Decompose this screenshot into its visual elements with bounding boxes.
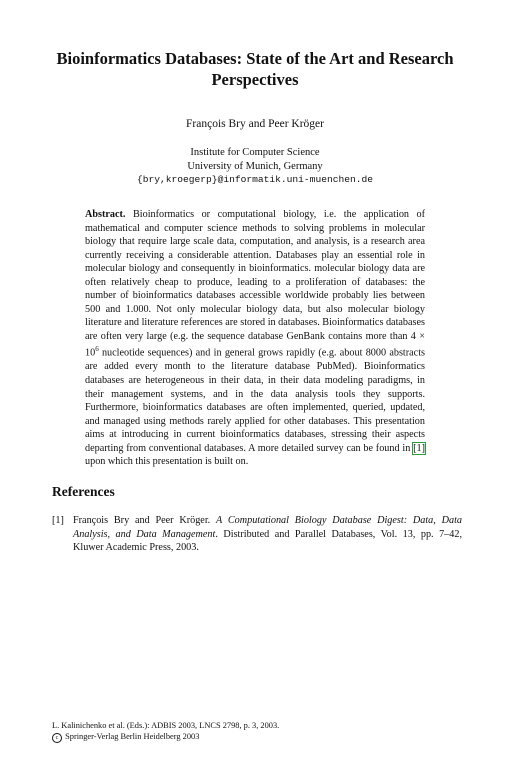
paper-title: Bioinformatics Databases: State of the Art and Research Perspectives: [56, 49, 454, 89]
reference-number: [1]: [52, 515, 64, 526]
author-email: {bry,kroegerp}@informatik.uni-muenchen.de: [136, 174, 374, 186]
reference-details: . Distributed and Parallel Databases, Vol. 13, pp. 7–42, Kluwer Academic Press, 2003.: [73, 528, 462, 554]
author-list: François Bry and Peer Kröger: [186, 118, 324, 130]
reference-list: [52, 514, 462, 555]
abstract-text-part1: Bioinformatics or computational biology, i.e. the application of mathematical and computer science methods to solving problems in molecular biology that require large scale data, computation, and analysis, is a research area currently receiving a considerable attention. Databases play an essential role in molecular biology and consequently in bioinformatics. molecular biology data are often relatively cheap to produce, leading to a proliferation of databases: the number of bioinformatics databases accessible worldwide probably lies between 500 and 1.000. Not only molecular biology data, but also molecular biology literature and literature references are stored in databases. Bioinformatics databases are often very large (e.g. the sequence database GenBank contains more than 4 × 10: [85, 209, 425, 359]
copyright-icon: c: [52, 733, 62, 743]
reference-text: [73, 514, 462, 555]
abstract-text-end: upon which this presentation is built on.: [85, 456, 249, 468]
footer-citation: L. Kalinichenko et al. (Eds.): ADBIS 2003, LNCS 2798, p. 3, 2003.: [52, 721, 280, 730]
footer-publisher: Springer-Verlag Berlin Heidelberg 2003: [65, 732, 200, 741]
reference-title: A Computational Biology Database Digest: Data, Data Analysis, and Data Management: [73, 515, 462, 540]
abstract: [85, 208, 425, 469]
abstract-exponent: 6: [95, 345, 99, 354]
university-name: University of Munich, Germany: [187, 160, 323, 172]
reference-item: [52, 514, 462, 555]
affiliation-block: [0, 146, 510, 187]
abstract-label: Abstract.: [85, 209, 126, 220]
references-heading: References: [52, 484, 115, 499]
reference-authors: François Bry and Peer Kröger.: [73, 515, 217, 526]
citation-link[interactable]: [1]: [413, 442, 425, 454]
footer-copyright: [52, 731, 279, 743]
abstract-text-part2: nucleotide sequences) and in general grows rapidly (e.g. about 8000 abstracts are added every month to the literature database PubMed). Bioinformatics databases are heterogeneous in their data, in their data modeling paradigms, in their management systems, and in the data analysis tools they supports. Furthermore, bioinformatics databases are often implemented, queried, updated, and managed using methods rarely applied for other databases. This presentation aims at introducing in current bioinformatics databases, stressing their aspects departing from conventional databases. A more detailed survey can be found in: [85, 347, 425, 454]
institute-name: Institute for Computer Science: [190, 147, 320, 158]
page-footer: [52, 720, 279, 743]
